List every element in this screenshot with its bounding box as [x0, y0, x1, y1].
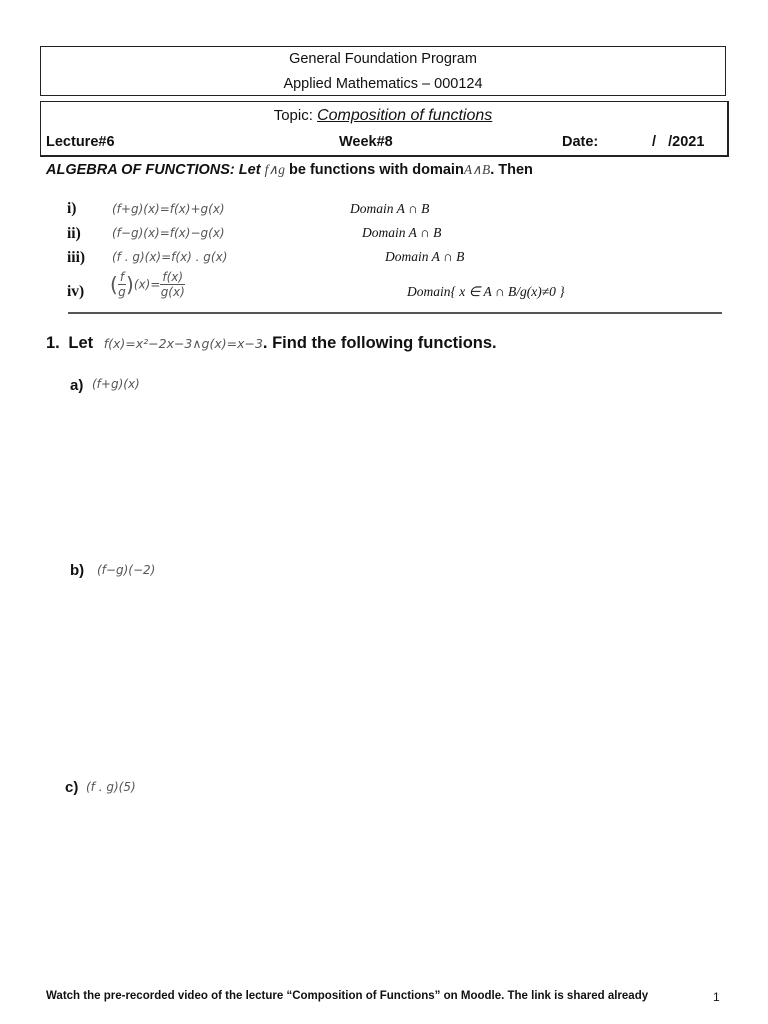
rule-domain-3: Domain A ∩ B [385, 249, 465, 264]
date-value: / /2021 [652, 134, 705, 150]
section-divider [68, 312, 722, 314]
rule-label-4: iv) [67, 283, 85, 300]
part-a-expression: (f+g)(x) [92, 377, 140, 391]
topic-label: Topic: [273, 107, 313, 124]
part-a-label: a) [70, 377, 84, 394]
intro-fg: f∧g [264, 162, 285, 177]
rule-label-3: iii) [67, 249, 86, 266]
question-1 [46, 334, 497, 353]
intro-heading: ALGEBRA OF FUNCTIONS: [46, 162, 235, 178]
intro-ab: A∧B [463, 162, 491, 177]
page-number: 1 [713, 990, 720, 1004]
rule-formula-1: (f+g)(x)=f(x)+g(x) [112, 202, 225, 216]
quotient-fraction: $\frac{f}{g}$ [118, 270, 126, 299]
topic-value: Composition of functions [317, 107, 493, 124]
rule-label-2: ii) [67, 225, 81, 242]
algebra-intro [46, 162, 533, 178]
intro-middle: be functions with domain [284, 162, 464, 178]
rule-label-1: i) [67, 200, 77, 217]
rule-formula-2: (f−g)(x)=f(x)−g(x) [112, 226, 225, 240]
lecture-number: Lecture#6 [46, 134, 115, 150]
topic-line [40, 107, 726, 125]
part-c-expression: (f . g)(5) [86, 780, 136, 794]
rule-domain-4: Domain{ x ∈ A ∩ B/g(x)≠0 } [407, 284, 565, 299]
rhs-fraction: $\frac{f(x)}{g(x)}$ [160, 270, 185, 299]
rule-domain-2: Domain A ∩ B [362, 225, 442, 240]
question-instruction: . Find the following functions. [262, 334, 497, 352]
date-label: Date: [562, 134, 599, 150]
question-let: Let [68, 334, 94, 352]
week-number: Week#8 [339, 134, 393, 150]
program-title: General Foundation Program [289, 51, 477, 67]
part-b-expression: (f−g)(−2) [97, 563, 156, 577]
intro-end: . Then [490, 162, 533, 178]
rule-domain-1: Domain A ∩ B [350, 201, 430, 216]
question-number: 1. [46, 334, 60, 352]
question-definition: f(x)=x²−2x−3∧g(x)=x−3 [103, 336, 263, 351]
part-b-label: b) [70, 562, 85, 579]
footer-note: Watch the pre-recorded video of the lecture “Composition of Functions” on Moodle. The link is shared already [46, 990, 649, 1002]
rule-formula-4: ( $\frac{f}{g}$ )(x)= $\frac{f(x)}{g(x)}$ [110, 270, 185, 299]
course-title: Applied Mathematics – 000124 [283, 76, 483, 92]
intro-let: Let [234, 162, 265, 178]
rule-formula-3: (f . g)(x)=f(x) . g(x) [112, 250, 228, 264]
part-c-label: c) [65, 779, 79, 796]
